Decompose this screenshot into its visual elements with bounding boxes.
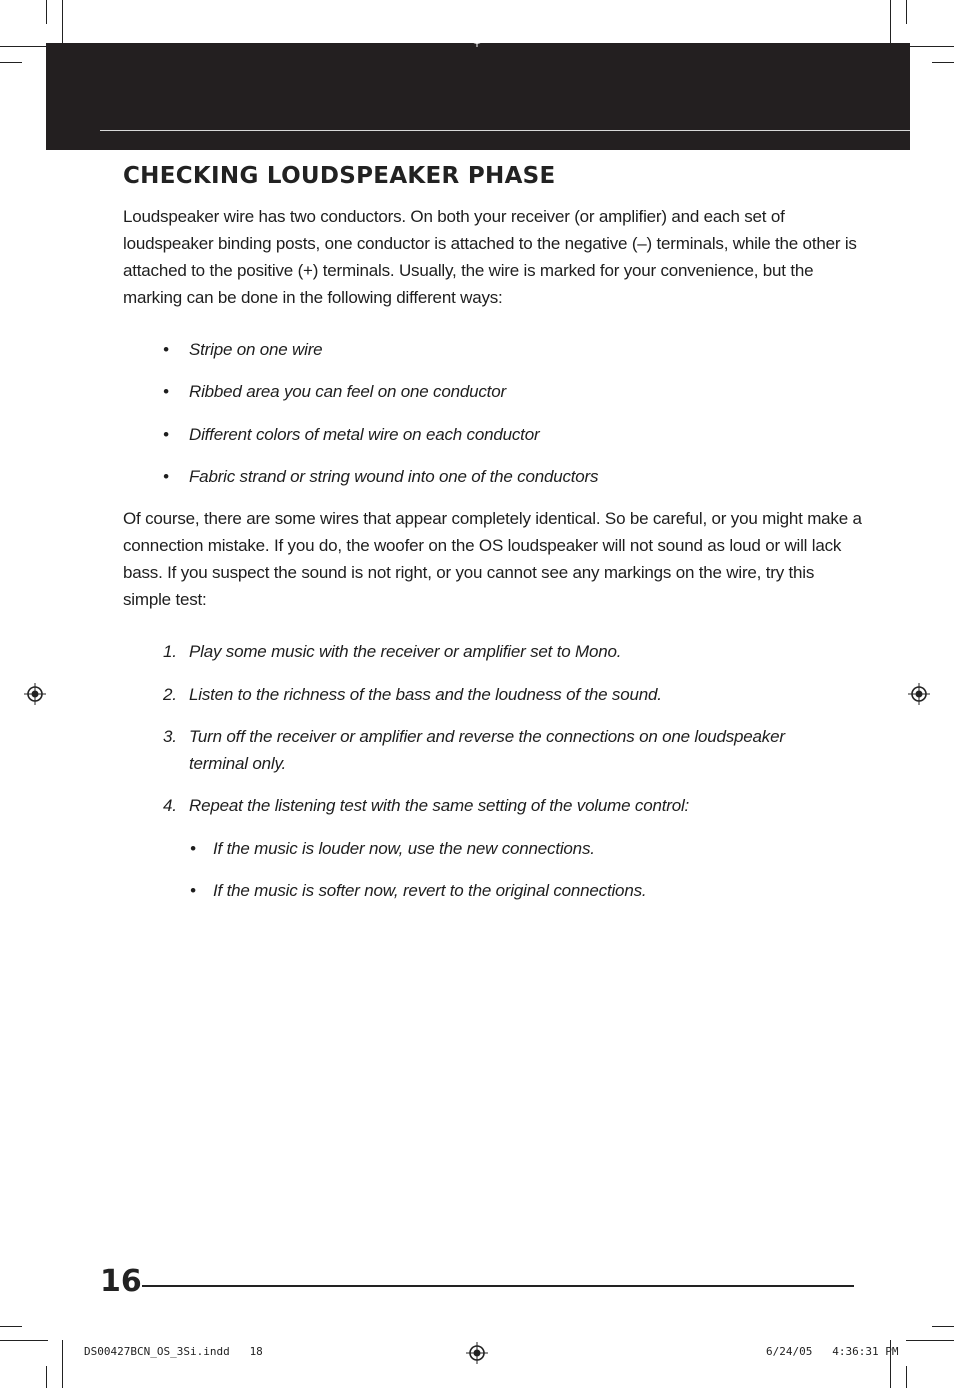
- step-text: Turn off the receiver or amplifier and reverse the connections on one loudspeaker: [189, 727, 785, 746]
- page-number: 16: [100, 1264, 142, 1299]
- bullet-marker: •: [163, 382, 169, 401]
- header-band: [46, 43, 910, 150]
- crop-mark: [0, 1340, 48, 1341]
- slug-filename: DS00427BCN_OS_3Si.indd 18: [84, 1345, 263, 1358]
- step-text: Play some music with the receiver or amplifier set to Mono.: [189, 642, 622, 661]
- list-item: Fabric strand or string wound into one of the conductors: [189, 467, 599, 486]
- list-item: Different colors of metal wire on each conductor: [189, 425, 540, 444]
- crop-mark: [62, 1340, 63, 1388]
- registration-mark-icon: [24, 683, 46, 705]
- crop-mark: [0, 1326, 22, 1327]
- bullet-marker: •: [190, 839, 196, 858]
- intro-paragraph: Loudspeaker wire has two conductors. On both your receiver (or amplifier) and each set of loudspeaker binding posts, one conductor is attached to the negative (–) terminals, while the other is attached to the positive (+) terminals. Usually, the wire is marked for your convenience, but the marking can be done in the following different ways:: [123, 207, 857, 307]
- crop-mark: [890, 0, 891, 48]
- step-number: 3.: [163, 727, 177, 746]
- step-text-continued: terminal only.: [189, 754, 287, 773]
- step-number: 4.: [163, 796, 177, 815]
- list-item: If the music is louder now, use the new connections.: [213, 839, 595, 858]
- page-title: CHECKING LOUDSPEAKER PHASE: [123, 163, 556, 189]
- crop-mark: [46, 0, 47, 24]
- registration-mark-icon: [466, 1342, 488, 1364]
- crop-mark: [906, 46, 954, 47]
- crop-mark: [906, 0, 907, 24]
- footer-rule: [142, 1285, 854, 1287]
- registration-mark-icon: [908, 683, 930, 705]
- step-text: Listen to the richness of the bass and the loudness of the sound.: [189, 685, 662, 704]
- crop-mark: [932, 62, 954, 63]
- list-item: If the music is softer now, revert to the original connections.: [213, 881, 647, 900]
- crop-mark: [62, 0, 63, 48]
- list-item: Ribbed area you can feel on one conductor: [189, 382, 506, 401]
- warning-paragraph: Of course, there are some wires that appear completely identical. So be careful, or you might make a connection mistake. If you do, the woofer on the OS loudspeaker will not sound as loud or will lack bass. If you suspect the sound is not right, or you cannot see any markings on the wire, try this simple test:: [123, 509, 862, 609]
- bullet-marker: •: [190, 881, 196, 900]
- crop-mark: [906, 1340, 954, 1341]
- step-number: 2.: [163, 685, 177, 704]
- bullet-marker: •: [163, 425, 169, 444]
- header-rule: [100, 130, 910, 131]
- crop-mark: [46, 1366, 47, 1388]
- bullet-marker: •: [163, 467, 169, 486]
- crop-mark: [906, 1366, 907, 1388]
- registration-mark-icon: [466, 25, 488, 47]
- list-item: Stripe on one wire: [189, 340, 323, 359]
- step-text: Repeat the listening test with the same setting of the volume control:: [189, 796, 690, 815]
- crop-mark: [0, 46, 48, 47]
- crop-mark: [932, 1326, 954, 1327]
- step-number: 1.: [163, 642, 177, 661]
- bullet-marker: •: [163, 340, 169, 359]
- crop-mark: [0, 62, 22, 63]
- slug-timestamp: 6/24/05 4:36:31 PM: [766, 1345, 899, 1358]
